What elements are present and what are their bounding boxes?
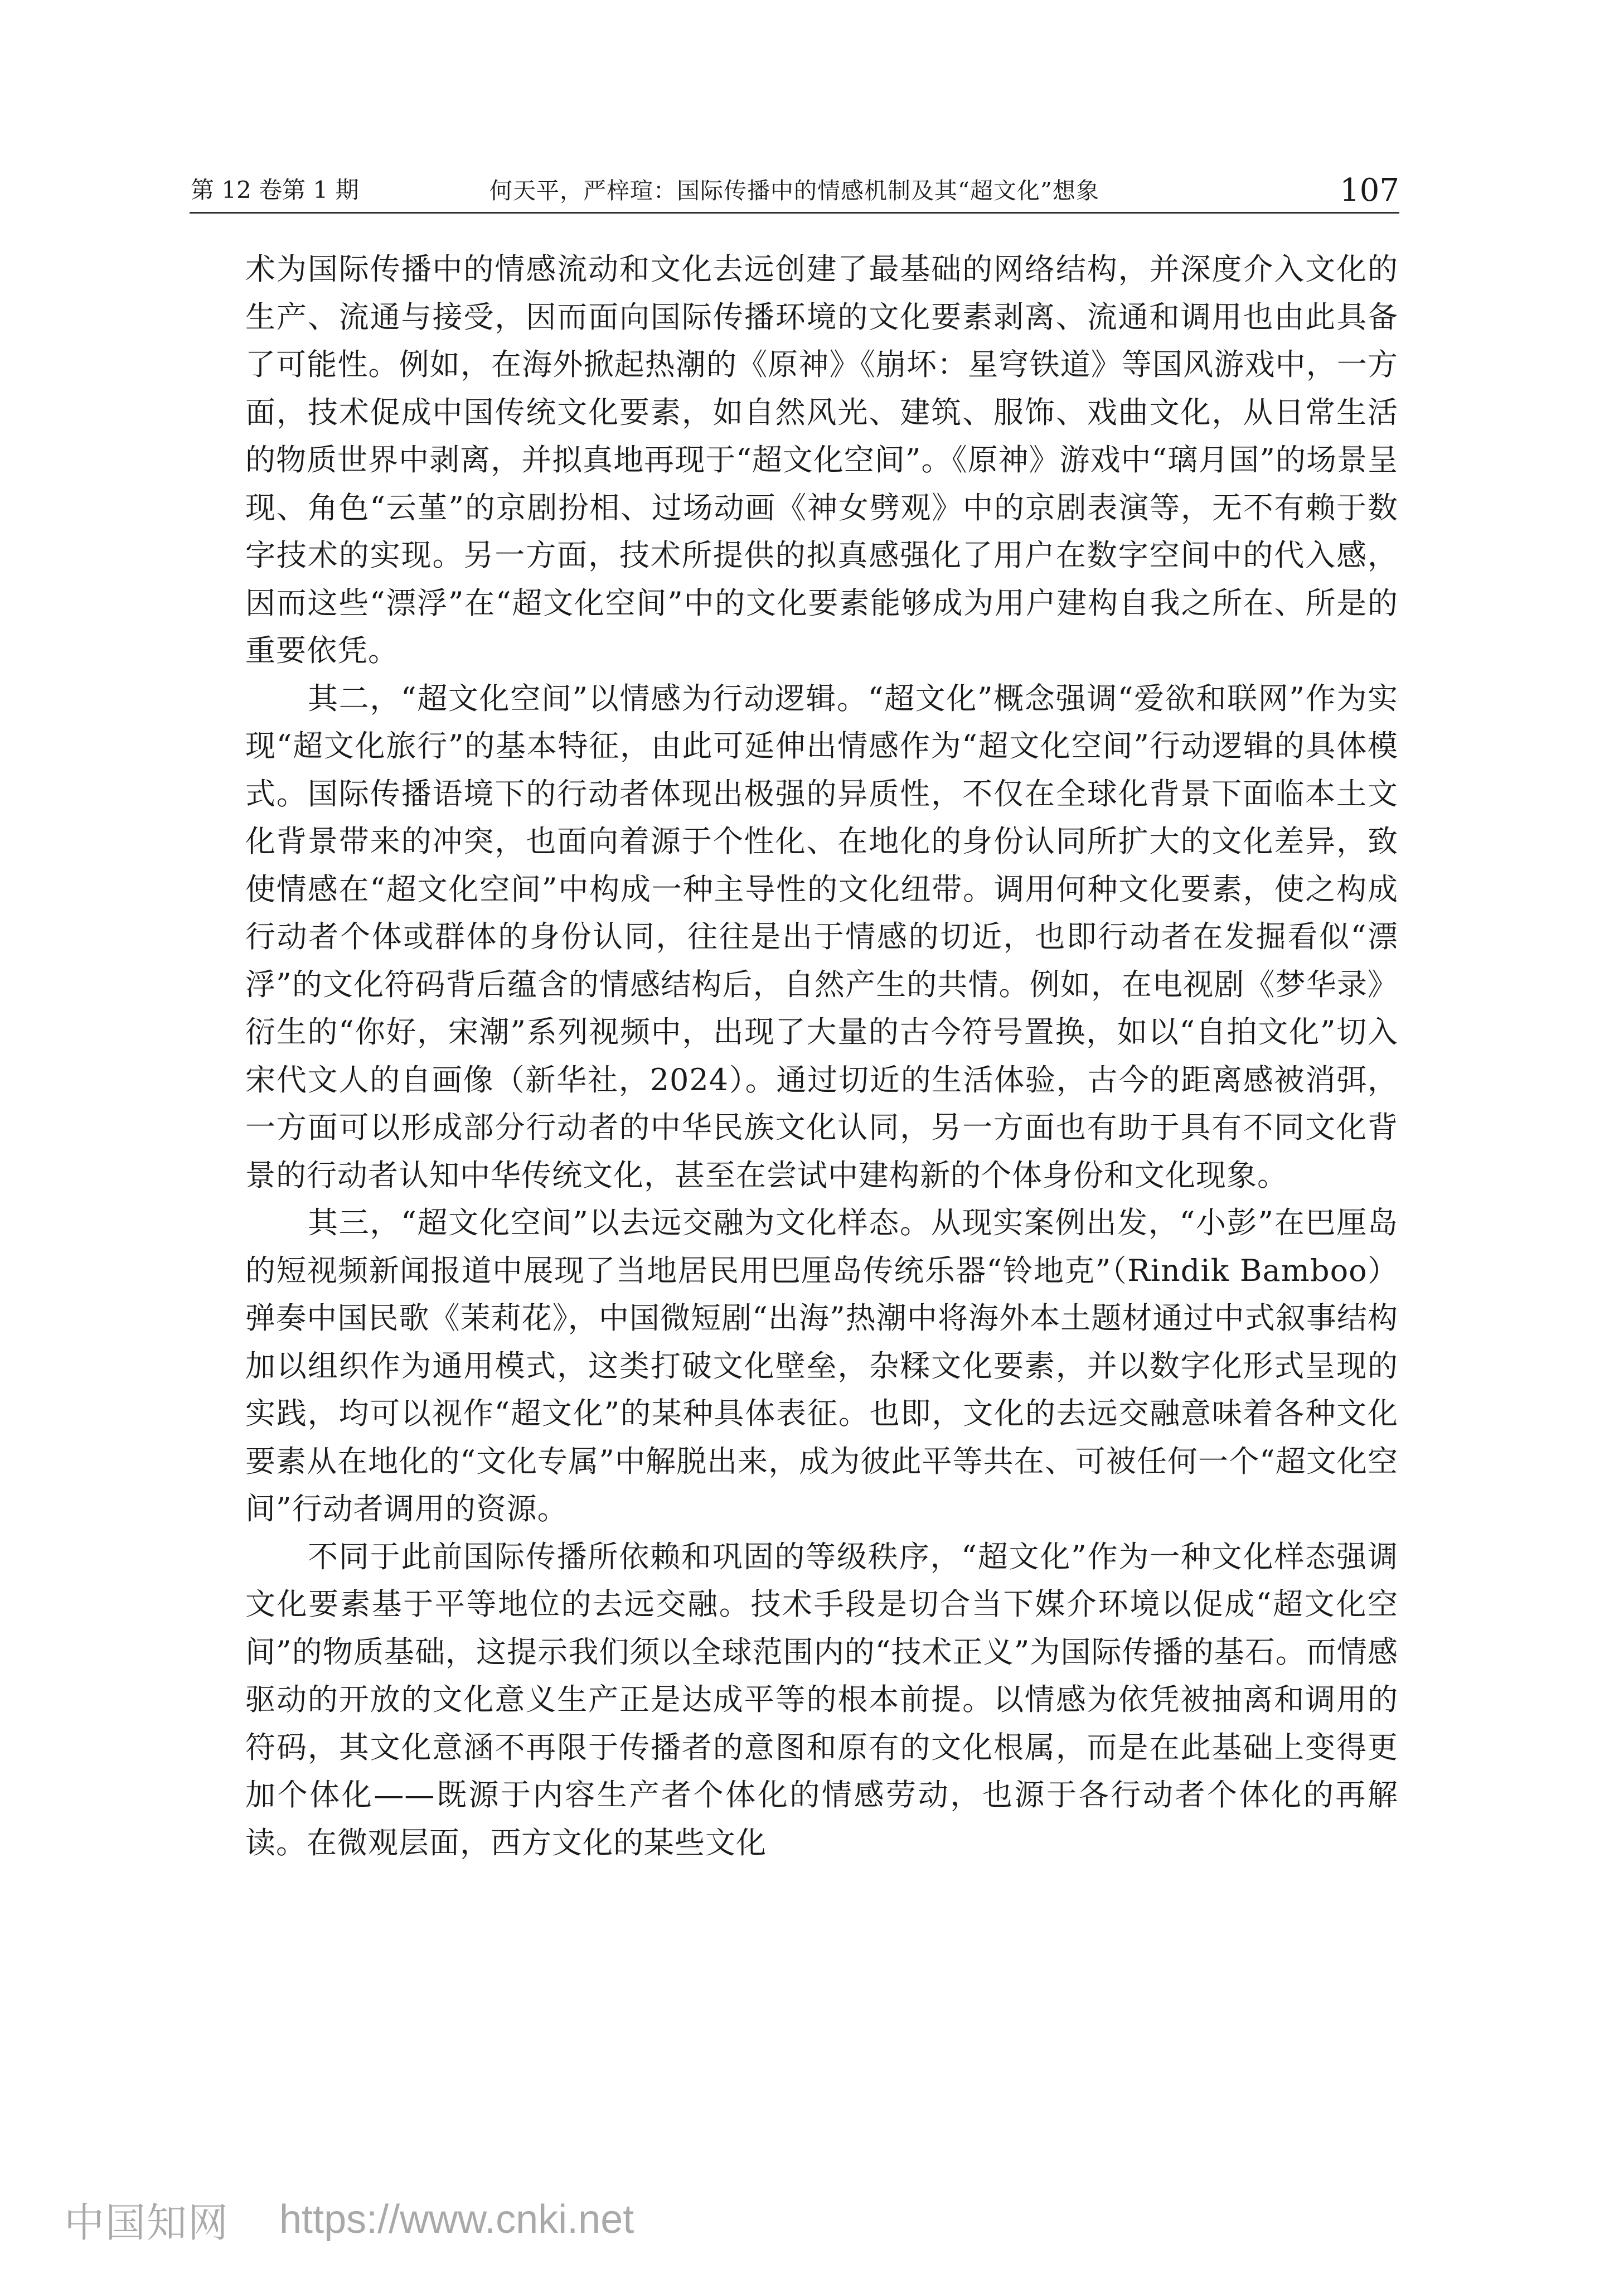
paragraph: 不同于此前国际传播所依赖和巩固的等级秩序，“超文化”作为一种文化样态强调文化要素基于平等地位的去远交融。技术手段是切合当下媒介环境以促成“超文化空间”的物质基础，这提示我们须以全球范围内的“技术正义”为国际传播的基石。而情感驱动的开放的文化意义生产正是达成平等的根本前提。以情感为依凭被抽离和调用的符码，其文化意涵不再限于传播者的意图和原有的文化根属，而是在此基础上变得更加个体化——既源于内容生产者个体化的情感劳动，也源于各行动者个体化的再解读。在微观层面，西方文化的某些文化 [245, 1539, 1398, 1860]
page-header [190, 167, 1399, 214]
journal-volume-issue: 第 12 卷第 1 期 [191, 176, 359, 204]
article-body [245, 245, 1398, 1866]
cnki-url[interactable]: https://www.cnki.net [279, 2197, 634, 2242]
paragraph: 其二，“超文化空间”以情感为行动逻辑。“超文化”概念强调“爱欲和联网”作为实现“超文化旅行”的基本特征，由此可延伸出情感作为“超文化空间”行动逻辑的具体模式。国际传播语境下的行动者体现出极强的异质性，不仅在全球化背景下面临本土文化背景带来的冲突，也面向着源于个性化、在地化的身份认同所扩大的文化差异，致使情感在“超文化空间”中构成一种主导性的文化纽带。调用何种文化要素，使之构成行动者个体或群体的身份认同，往往是出于情感的切近，也即行动者在发掘看似“漂浮”的文化符码背后蕴含的情感结构后，自然产生的共情。例如，在电视剧《梦华录》衍生的“你好，宋潮”系列视频中，出现了大量的古今符号置换，如以“自拍文化”切入宋代文人的自画像（新华社，2024）。通过切近的生活体验，古今的距离感被消弭，一方面可以形成部分行动者的中华民族文化认同，另一方面也有助于具有不同文化背景的行动者认知中华传统文化，甚至在尝试中建构新的个体身份和文化现象。 [245, 680, 1398, 1193]
page-number: 107 [1340, 172, 1399, 209]
paragraph: 术为国际传播中的情感流动和文化去远创建了最基础的网络结构，并深度介入文化的生产、流通与接受，因而面向国际传播环境的文化要素剥离、流通和调用也由此具备了可能性。例如，在海外掀起热潮的《原神》《崩坏：星穹铁道》等国风游戏中，一方面，技术促成中国传统文化要素，如自然风光、建筑、服饰、戏曲文化，从日常生活的物质世界中剥离，并拟真地再现于“超文化空间”。《原神》游戏中“璃月国”的场景呈现、角色“云堇”的京剧扮相、过场动画《神女劈观》中的京剧表演等，无不有赖于数字技术的实现。另一方面，技术所提供的拟真感强化了用户在数字空间中的代入感，因而这些“漂浮”在“超文化空间”中的文化要素能够成为用户建构自我之所在、所是的重要依凭。 [245, 251, 1398, 668]
paragraph: 其三，“超文化空间”以去远交融为文化样态。从现实案例出发，“小彭”在巴厘岛的短视频新闻报道中展现了当地居民用巴厘岛传统乐器“铃地克”（Rindik Bamboo）弹奏中国民歌《茉莉花》，中国微短剧“出海”热潮中将海外本土题材通过中式叙事结构加以组织作为通用模式，这类打破文化壁垒，杂糅文化要素，并以数字化形式呈现的实践，均可以视作“超文化”的某种具体表征。也即，文化的去远交融意味着各种文化要素从在地化的“文化专属”中解脱出来，成为彼此平等共在、可被任何一个“超文化空间”行动者调用的资源。 [245, 1205, 1398, 1526]
cnki-logo-text: 中国知网 [64, 2199, 230, 2246]
cnki-watermark [64, 2192, 634, 2247]
running-title: 何天平，严梓瑄：国际传播中的情感机制及其“超文化”想象 [489, 177, 1099, 204]
